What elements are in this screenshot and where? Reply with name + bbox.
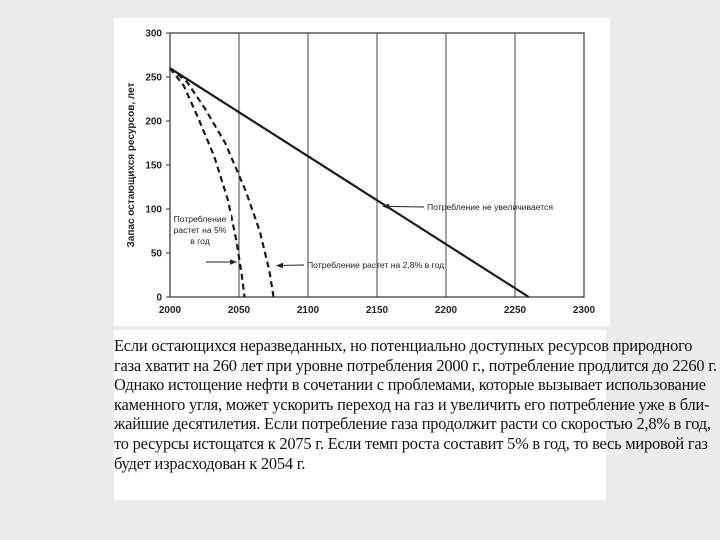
x-tick-label: 2250 (503, 305, 527, 316)
x-tick-label: 2000 (158, 305, 182, 316)
x-tick-label: 2050 (227, 305, 251, 316)
caption-line: то ресурсы истощатся к 2075 г. Если темп роста составит 5% в год, то весь мировой газ (114, 433, 708, 453)
caption-line: каменного угля, может ускорить переход на газ и увеличить его потребление уже в бли- (114, 394, 710, 414)
series-line-1 (170, 68, 274, 297)
annotation-label: Потребление растет на 2,8% в год (307, 260, 445, 270)
annotation-arrow (277, 265, 304, 266)
caption-line: будет израсходован к 2054 г. (114, 453, 306, 473)
caption-line: жайшие десятилетия. Если потребление газа продолжит расти со скоростью 2,8% в год, (114, 414, 711, 434)
caption-line: Однако истощение нефти в сочетании с проблемами, которые вызывает использование (114, 375, 706, 395)
gas-reserves-chart (114, 18, 610, 326)
series-line-2 (170, 68, 245, 297)
x-tick-label: 2150 (365, 305, 389, 316)
y-tick-label: 200 (145, 116, 162, 128)
y-tick-label: 0 (156, 292, 162, 304)
annotation-arrow (383, 206, 424, 207)
y-tick-label: 300 (145, 28, 162, 40)
x-tick-label: 2300 (572, 305, 596, 316)
annotation-label: в год (190, 236, 210, 246)
chart-panel (114, 18, 610, 326)
y-tick-label: 150 (145, 160, 162, 172)
annotation-label: Потребление (173, 214, 227, 224)
annotation-label: растет на 5% (173, 225, 227, 235)
annotation-label: Потребление не увеличивается (427, 202, 554, 212)
y-tick-label: 250 (145, 72, 162, 84)
caption-text (114, 336, 717, 473)
y-tick-label: 50 (150, 248, 162, 260)
caption-line: Если остающихся неразведанных, но потенциально доступных ресурсов природного (114, 336, 693, 355)
caption-line: газа хватит на 260 лет при уровне потребления 2000 г., потребление продлится до 2260 г. (114, 355, 717, 375)
y-axis-label: Запас остающихся ресурсов, лет (126, 82, 137, 248)
caption-panel (114, 330, 717, 500)
y-tick-label: 100 (145, 204, 162, 216)
x-tick-label: 2200 (434, 305, 458, 316)
x-tick-label: 2100 (296, 305, 320, 316)
